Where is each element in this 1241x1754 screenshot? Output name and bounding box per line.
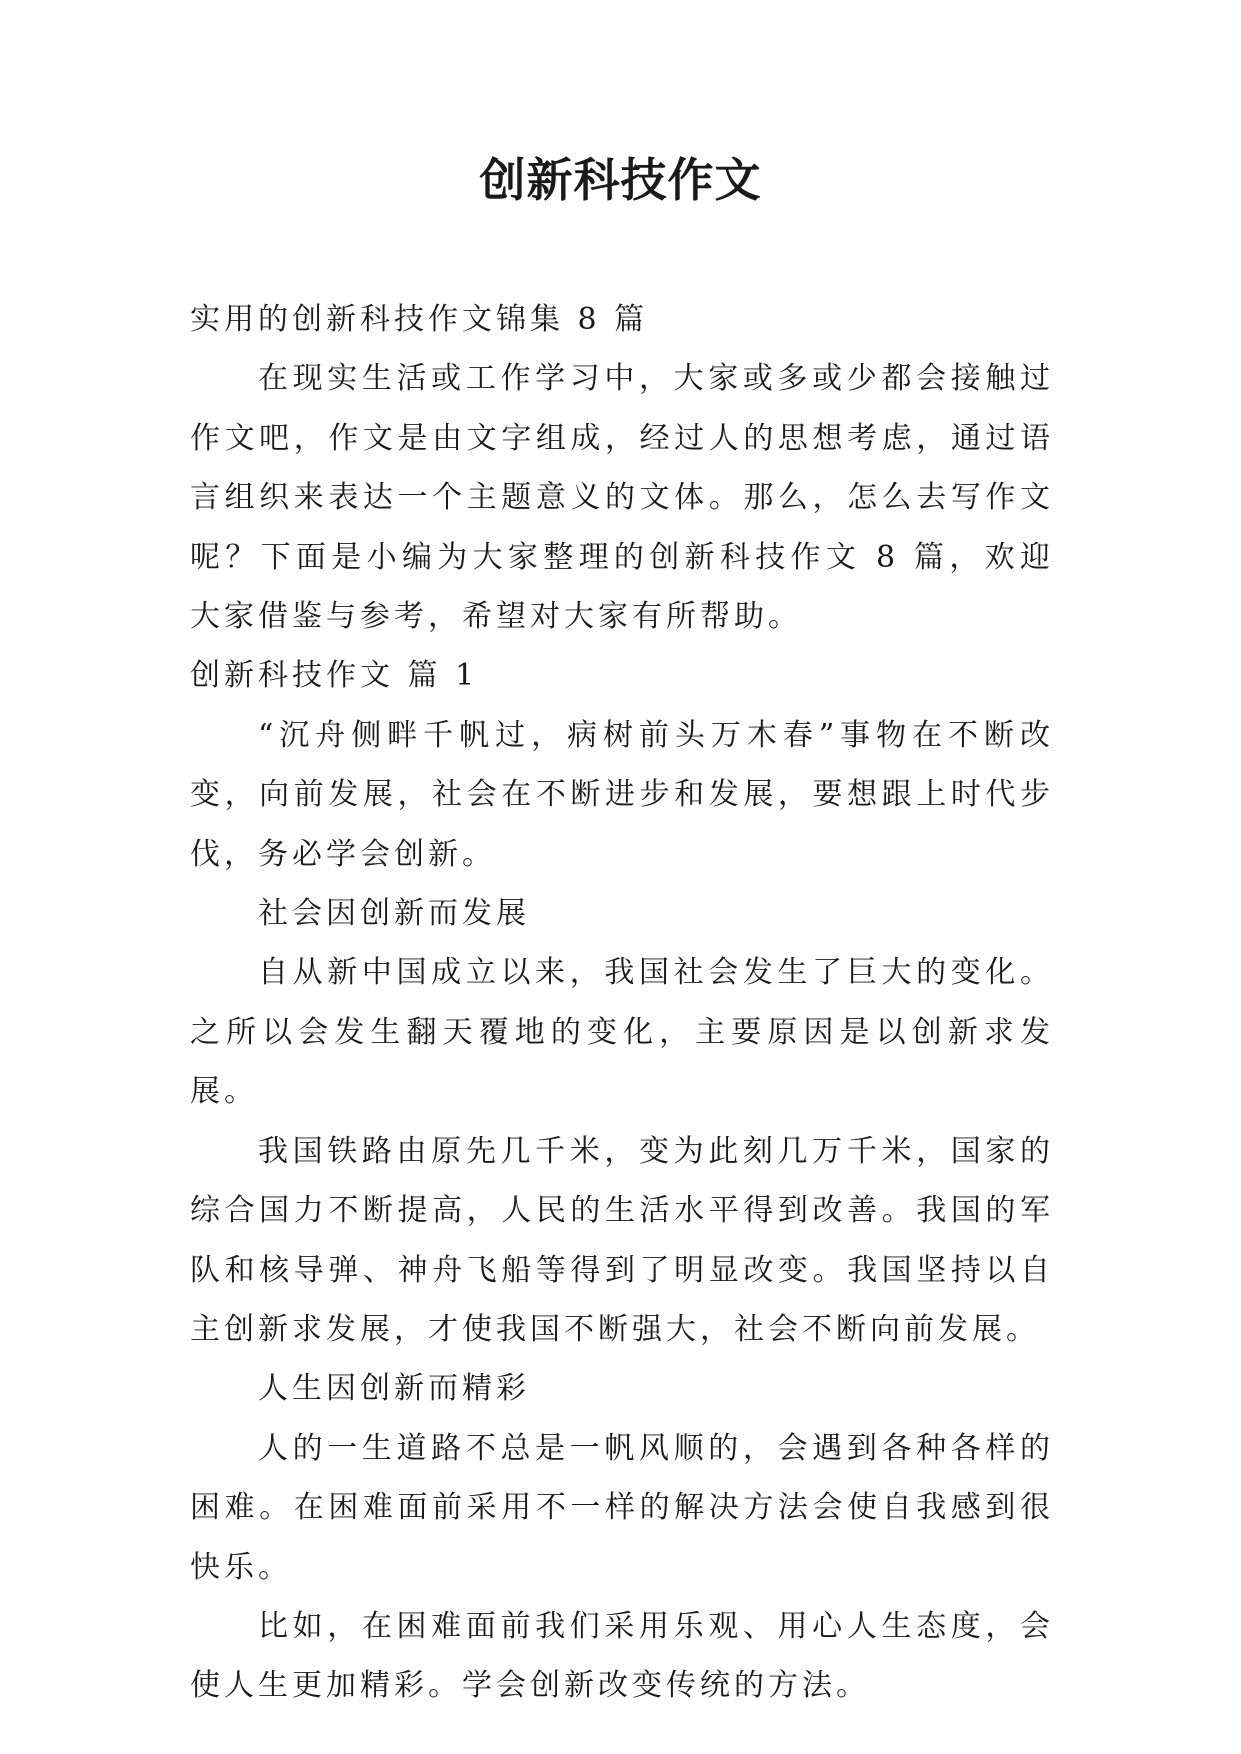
- document-title: 创新科技作文: [479, 153, 762, 207]
- document-body: [190, 290, 1054, 1716]
- body-paragraph: 比如，在困难面前我们采用乐观、用心人生态度，会使人生更加精彩。学会创新改变传统的方法。: [190, 1608, 1054, 1704]
- document-subtitle: 实用的创新科技作文锦集 8 篇: [190, 302, 649, 337]
- body-paragraph: “沉舟侧畔千帆过，病树前头万木春”事物在不断改变，向前发展，社会在不断进步和发展，要想跟上时代步伐，务必学会创新。: [190, 717, 1054, 872]
- subheading-society: 社会因创新而发展: [258, 896, 530, 932]
- subheading-life: 人生因创新而精彩: [258, 1371, 530, 1407]
- intro-paragraph: 在现实生活或工作学习中，大家或多或少都会接触过作文吧，作文是由文字组成，经过人的思想考虑，通过语言组织来表达一个主题意义的文体。那么，怎么去写作文呢？下面是小编为大家整理的创新科技作文 8 篇，欢迎大家借鉴与参考，希望对大家有所帮助。: [190, 361, 1054, 635]
- body-paragraph: 我国铁路由原先几千米，变为此刻几万千米，国家的综合国力不断提高，人民的生活水平得到改善。我国的军队和核导弹、神舟飞船等得到了明显改变。我国坚持以自主创新求发展，才使我国不断强大，社会不断向前发展。: [190, 1133, 1054, 1347]
- section-heading: 创新科技作文 篇 1: [190, 658, 479, 694]
- body-paragraph: 人的一生道路不总是一帆风顺的，会遇到各种各样的困难。在困难面前采用不一样的解决方法会使自我感到很快乐。: [190, 1430, 1054, 1585]
- body-paragraph: 自从新中国成立以来，我国社会发生了巨大的变化。之所以会发生翻天覆地的变化，主要原因是以创新求发展。: [190, 955, 1054, 1110]
